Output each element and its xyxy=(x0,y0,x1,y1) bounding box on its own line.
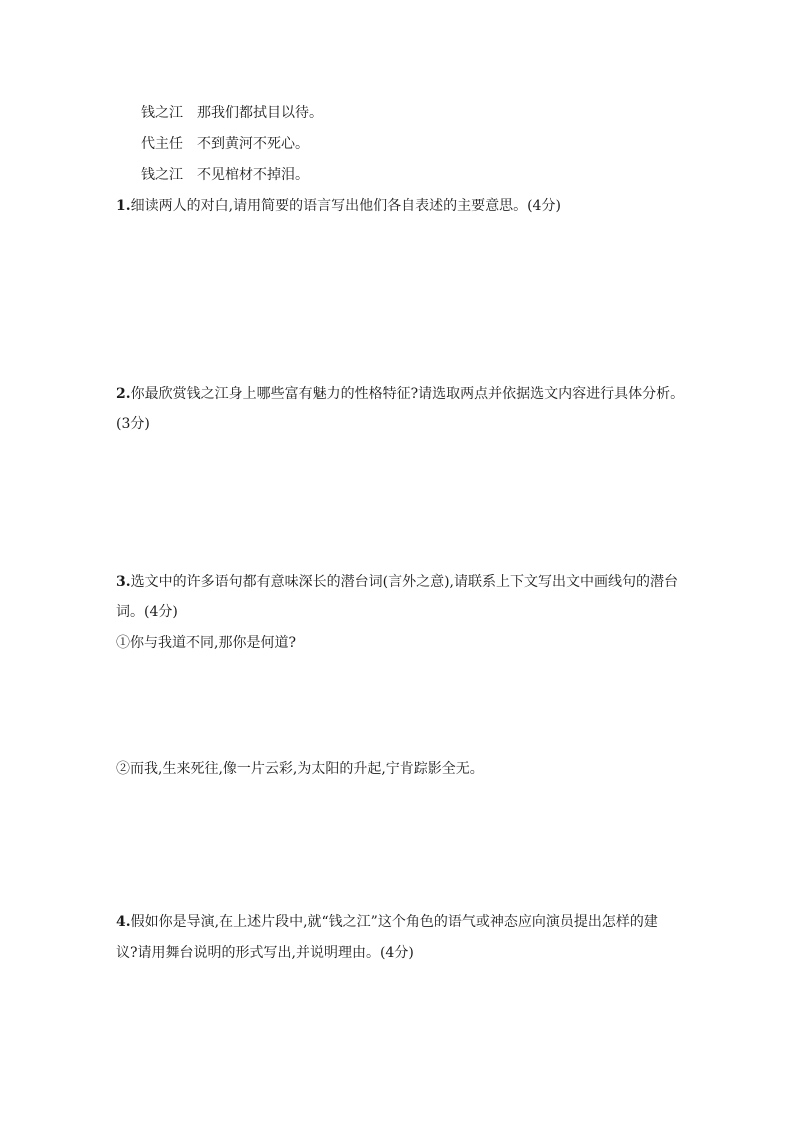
speaker-name: 钱之江 xyxy=(141,167,183,183)
question-3 xyxy=(116,572,678,592)
subquestion-2 xyxy=(116,759,484,779)
question-1 xyxy=(116,196,561,216)
question-text: 你最欣赏钱之江身上哪些富有魅力的性格特征?请选取两点并依据选文内容进行具体分析。 xyxy=(130,386,685,402)
dialogue-text: 那我们都拭目以待。 xyxy=(197,105,323,121)
question-2-cont xyxy=(116,414,150,434)
question-text: 选文中的许多语句都有意味深长的潜台词(言外之意),请联系上下文写出文中画线句的潜台 xyxy=(130,574,678,590)
question-number: 1. xyxy=(116,198,131,214)
question-number: 3. xyxy=(116,574,131,590)
question-4 xyxy=(116,912,658,932)
question-text: 假如你是导演,在上述片段中,就“钱之江”这个角色的语气或神态应向演员提出怎样的建 xyxy=(130,914,658,930)
question-number: 4. xyxy=(116,914,131,930)
question-4-cont xyxy=(116,943,414,963)
question-text: 细读两人的对白,请用简要的语言写出他们各自表述的主要意思。(4分) xyxy=(130,198,561,214)
dialogue-line xyxy=(141,134,309,154)
subquestion-text: ①你与我道不同,那你是何道? xyxy=(116,635,296,651)
dialogue-text: 不见棺材不掉泪。 xyxy=(197,167,309,183)
question-text: (3分) xyxy=(116,416,150,432)
dialogue-line xyxy=(141,165,309,185)
subquestion-1 xyxy=(116,633,296,653)
speaker-name: 代主任 xyxy=(141,136,183,152)
question-number: 2. xyxy=(116,386,131,402)
dialogue-line xyxy=(141,103,323,123)
speaker-name: 钱之江 xyxy=(141,105,183,121)
subquestion-text: ②而我,生来死往,像一片云彩,为太阳的升起,宁肯踪影全无。 xyxy=(116,761,484,777)
question-2 xyxy=(116,384,684,404)
question-3-cont xyxy=(116,602,178,622)
question-text: 议?请用舞台说明的形式写出,并说明理由。(4分) xyxy=(116,945,414,961)
dialogue-text: 不到黄河不死心。 xyxy=(197,136,309,152)
question-text: 词。(4分) xyxy=(116,604,178,620)
